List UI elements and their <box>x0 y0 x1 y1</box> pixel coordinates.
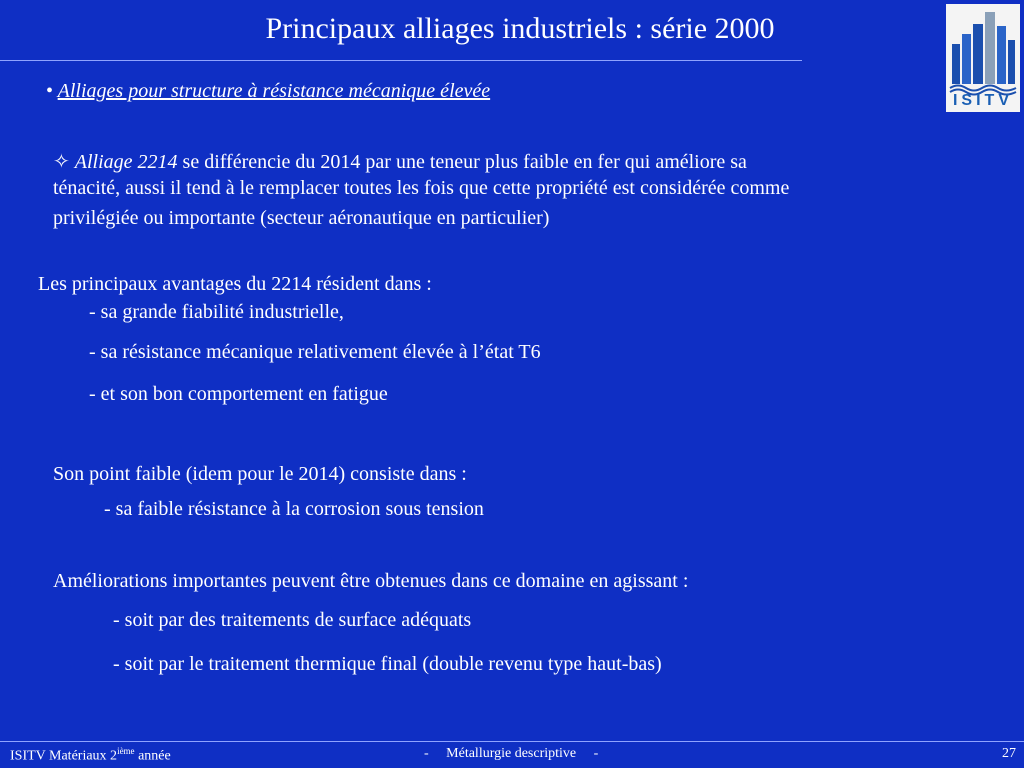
alloy-name: Alliage 2214 <box>74 151 178 173</box>
bullet-marker: • <box>46 80 54 102</box>
footer-subject: - Métallurgie descriptive - <box>424 746 599 761</box>
page-number: 27 <box>1002 746 1016 761</box>
advantages-intro: Les principaux avantages du 2214 résident dans : <box>38 273 432 295</box>
logo-wordmark: ISITV <box>952 92 1013 109</box>
title-divider <box>0 60 802 61</box>
star-icon: ✧ <box>53 151 70 173</box>
list-item: - soit par le traitement thermique final (double revenu type haut-bas) <box>113 653 662 675</box>
section-heading: Alliages pour structure à résistance mécanique élevée <box>57 80 491 102</box>
list-item: - et son bon comportement en fatigue <box>89 383 388 405</box>
alloy-paragraph-line3: privilégiée ou importante (secteur aéronautique en particulier) <box>53 207 550 229</box>
footer-course-sup: ième <box>117 746 135 756</box>
isitv-logo <box>946 4 1020 112</box>
weak-point-intro: Son point faible (idem pour le 2014) consiste dans : <box>53 463 467 485</box>
list-item: - sa faible résistance à la corrosion sous tension <box>104 498 484 520</box>
section-bullet <box>46 80 490 103</box>
list-item: - soit par des traitements de surface adéquats <box>113 609 472 631</box>
footer-course-name: ISITV Matériaux 2 <box>10 748 118 764</box>
list-item: - sa résistance mécanique relativement élevée à l’état T6 <box>89 341 541 363</box>
paragraph-text: se différencie du 2014 par une teneur plus faible en fer qui améliore sa <box>177 151 747 173</box>
alloy-paragraph-line1 <box>53 147 747 177</box>
improvements-intro: Améliorations importantes peuvent être obtenues dans ce domaine en agissant : <box>53 570 689 592</box>
alloy-paragraph-line2: ténacité, aussi il tend à le remplacer toutes les fois que cette propriété est considérée comme <box>53 177 790 199</box>
footer-course <box>10 746 171 765</box>
list-item: - sa grande fiabilité industrielle, <box>89 301 344 323</box>
footer-divider <box>0 741 1024 742</box>
footer-course-year: année <box>134 748 171 764</box>
slide-title: Principaux alliages industriels : série 2000 <box>265 12 775 45</box>
